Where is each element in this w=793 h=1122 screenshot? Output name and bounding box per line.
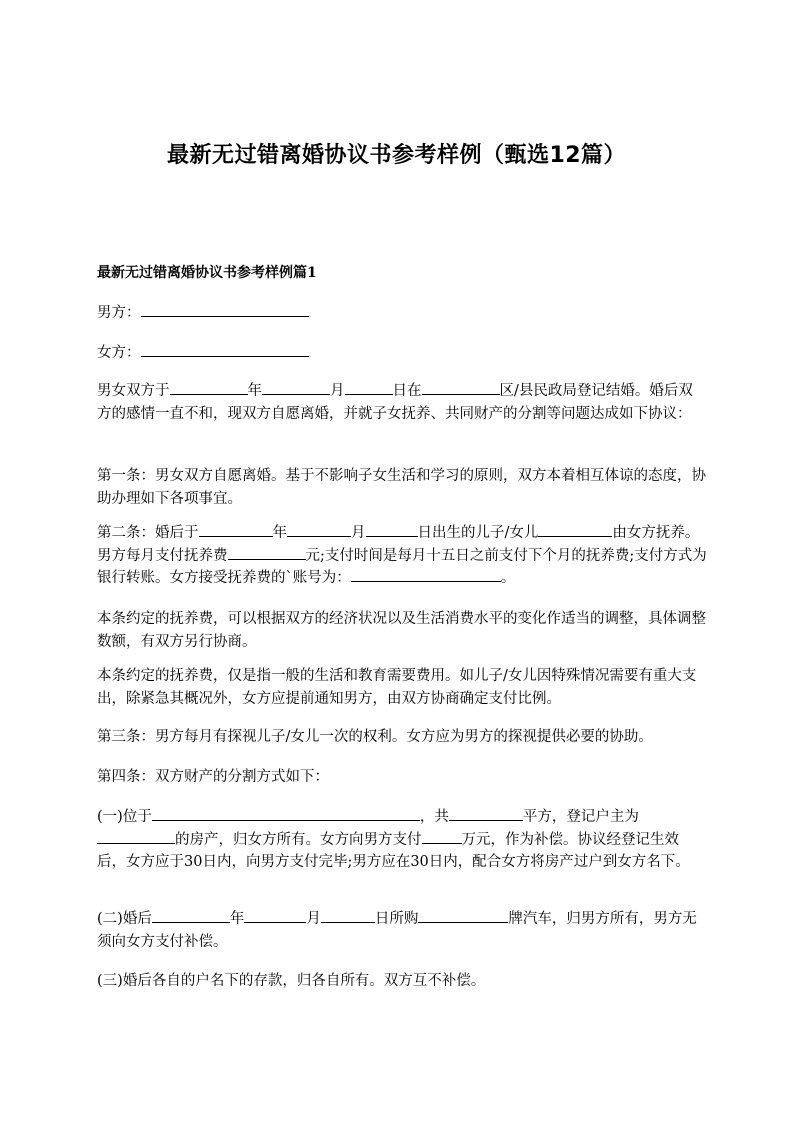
text-run: (二)婚后 xyxy=(97,911,152,927)
text-run: (一)位于 xyxy=(97,809,152,825)
child-name-blank xyxy=(538,522,612,537)
article-1: 第一条：男女双方自愿离婚。基于不影响子女生活和学习的原则，双方本着相互体谅的态度，协助办理如下各项事宜。 xyxy=(97,468,706,507)
text-run: 平方，登记户主为 xyxy=(522,809,639,825)
male-name-blank xyxy=(141,302,309,317)
text-run: ，共 xyxy=(419,809,449,825)
year-blank xyxy=(199,522,273,537)
compensation-blank xyxy=(422,829,462,844)
support-amount-blank xyxy=(228,545,306,560)
day-blank xyxy=(345,380,393,395)
male-party-line xyxy=(97,302,707,325)
year-blank xyxy=(152,908,230,923)
district-blank xyxy=(422,380,500,395)
text-run: 日出生的儿子/女儿 xyxy=(417,525,539,541)
marriage-paragraph xyxy=(97,380,707,425)
female-name-blank xyxy=(141,342,309,357)
article-3: 第三条：男方每月有探视儿子/女儿一次的权利。女方应为男方的探视提供必要的协助。 xyxy=(97,729,653,745)
text-run: 月 xyxy=(351,525,366,541)
document-title: 最新无过错离婚协议书参考样例（甄选12篇） xyxy=(166,143,627,168)
text-run: 日在 xyxy=(392,383,422,399)
month-blank xyxy=(244,908,306,923)
text-run: 由女方抚养。男方每月支付抚养费 xyxy=(97,525,700,564)
text-run: 年 xyxy=(247,383,262,399)
month-blank xyxy=(262,380,330,395)
text-run: 的房产，归女方所有。女方向男方支付 xyxy=(175,831,422,848)
text-run: 日所购 xyxy=(374,911,419,927)
day-blank xyxy=(321,908,375,923)
section-heading: 最新无过错离婚协议书参考样例篇1 xyxy=(97,265,317,281)
property-item-2 xyxy=(97,908,707,953)
text-run: 万元，作为补偿。协议经登记生效后，女方应于30日内，向男方支付完毕;男方应在30日内，配合女方将房产过户到女方名下。 xyxy=(97,831,690,870)
owner-blank xyxy=(97,829,175,844)
male-label: 男方： xyxy=(97,305,141,321)
text-run: 男女双方于 xyxy=(97,383,170,399)
text-run: 月 xyxy=(306,911,321,927)
female-party-line xyxy=(97,342,707,365)
female-label: 女方： xyxy=(97,345,141,361)
area-blank xyxy=(449,806,523,821)
text-run: 婚后双方的感情一直不和，现双方自愿离婚，并就子女抚养、共同财产的分割等问题达成如下协议： xyxy=(97,383,693,422)
text-run: 。 xyxy=(500,570,516,586)
text-run: 区/县民政局登记结婚。 xyxy=(499,383,650,399)
text-run: 第二条：婚后于 xyxy=(97,525,199,541)
property-item-1 xyxy=(97,806,707,874)
month-blank xyxy=(287,522,351,537)
text-run: 年 xyxy=(229,911,245,927)
location-blank xyxy=(152,806,420,821)
general-expense-paragraph: 本条约定的抚养费，仅是指一般的生活和教育需要费用。如儿子/女儿因特殊情况需要有重大支出，除紧急其概况外，女方应提前通知男方，由双方协商确定支付比例。 xyxy=(97,668,697,707)
car-brand-blank xyxy=(418,908,508,923)
year-blank xyxy=(170,380,248,395)
day-blank xyxy=(366,522,418,537)
adjustment-paragraph: 本条约定的抚养费，可以根据双方的经济状况以及生活消费水平的变化作适当的调整，具体调整数额，有双方另行协商。 xyxy=(97,611,706,650)
property-item-3: (三)婚后各自的户名下的存款，归各自所有。双方互不补偿。 xyxy=(97,973,486,989)
account-number-blank xyxy=(351,567,501,582)
text-run: 牌汽车，归男方所有，男方无须向女方支付补偿。 xyxy=(97,911,697,950)
article-2 xyxy=(97,522,707,590)
text-run: 元;支付时间是每月十五日之前支付下个月的抚养费;支付方式为银行转账。女方接受抚养费的`账号为： xyxy=(97,547,707,586)
text-run: 月 xyxy=(330,383,345,399)
text-run: 年 xyxy=(272,525,287,541)
article-4: 第四条：双方财产的分割方式如下： xyxy=(97,769,329,785)
